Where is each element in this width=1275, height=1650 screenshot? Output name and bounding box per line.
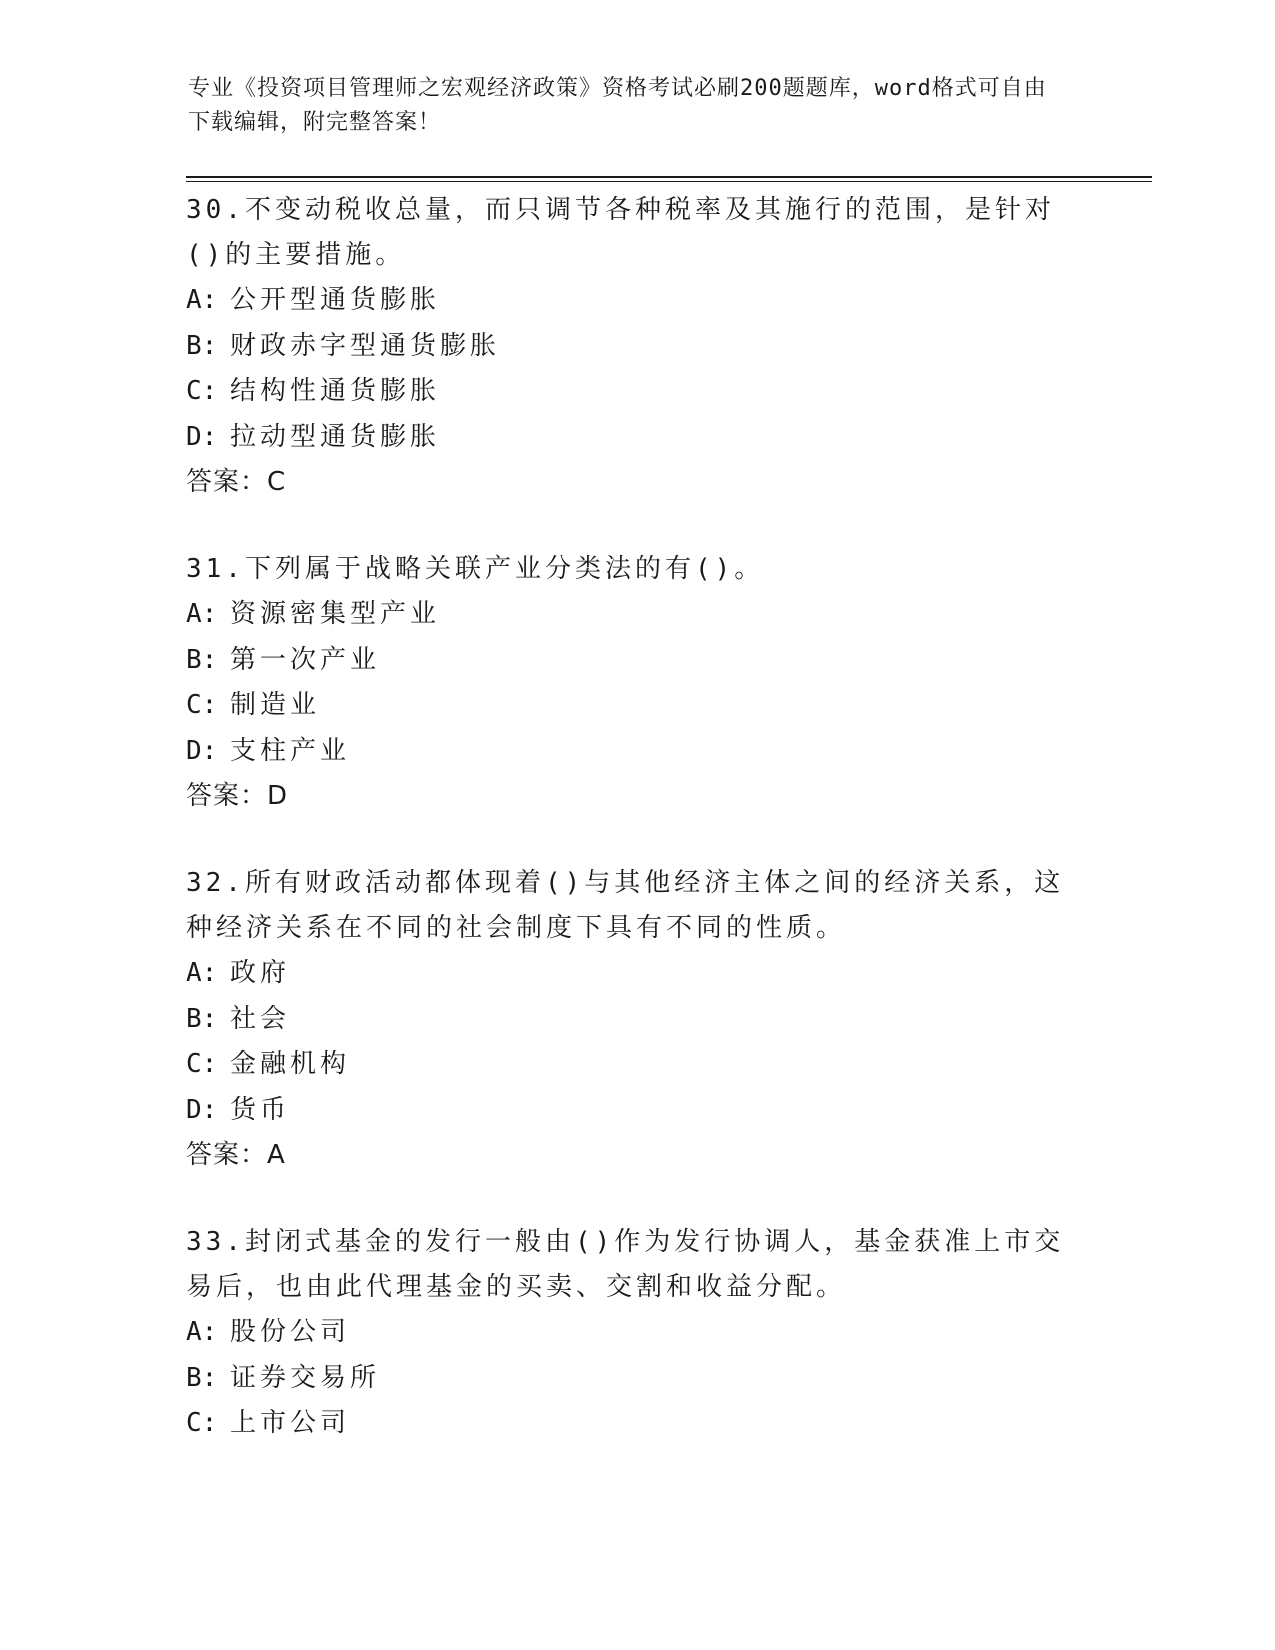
answer-label: 答案： [186,467,268,497]
option-key: A: [186,1317,218,1347]
answer-line [186,460,1086,505]
option-text: 股份公司 [230,1317,351,1347]
answer-line [186,774,1086,819]
question-31 [186,547,1086,819]
header-rule-thick [186,176,1152,178]
answer-label: 答案： [186,781,268,811]
option-key: D: [186,735,218,766]
option-text: 结构性通货膨胀 [230,376,441,406]
option-d [186,729,1086,775]
option-d [186,415,1086,461]
option-c [186,683,1086,729]
question-32 [186,861,1086,1178]
option-text: 政府 [230,958,291,988]
option-text: 制造业 [230,690,321,720]
option-key: A: [186,599,218,629]
option-a [186,278,1086,324]
question-stem: 33.封闭式基金的发行一般由()作为发行协调人，基金获准上市交易后，也由此代理基金的买卖、交割和收益分配。 [186,1227,1065,1302]
header-rule-thin [186,181,1152,182]
option-text: 第一次产业 [230,644,381,675]
option-text: 证券交易所 [230,1362,381,1393]
question-stem: 30.不变动税收总量，而只调节各种税率及其施行的范围，是针对()的主要措施。 [186,195,1055,270]
option-key: B: [186,644,218,675]
option-key: B: [186,330,218,361]
document-header: 专业《投资项目管理师之宏观经济政策》资格考试必刷200题题库，word格式可自由下载编辑，附完整答案！ [188,76,1047,135]
question-stem: 31.下列属于战略关联产业分类法的有()。 [186,554,765,584]
option-c [186,1401,1086,1447]
option-key: A: [186,285,218,315]
option-c [186,1042,1086,1088]
question-list [186,188,1086,1489]
option-a [186,951,1086,997]
answer-value: C [267,467,287,497]
answer-value: D [267,781,289,811]
option-key: D: [186,421,218,452]
option-key: D: [186,1094,218,1125]
option-key: B: [186,1003,218,1034]
answer-value: A [267,1140,286,1170]
option-b [186,997,1086,1043]
option-text: 财政赤字型通货膨胀 [230,330,501,361]
option-key: C: [186,1049,218,1079]
option-b [186,638,1086,684]
option-b [186,324,1086,370]
option-a [186,1310,1086,1356]
option-c [186,369,1086,415]
option-text: 资源密集型产业 [230,599,441,629]
option-text: 金融机构 [230,1049,351,1079]
option-key: A: [186,958,218,988]
option-key: C: [186,376,218,406]
option-key: B: [186,1362,218,1393]
answer-line [186,1133,1086,1178]
option-a [186,592,1086,638]
option-b [186,1356,1086,1402]
question-33 [186,1220,1086,1447]
option-text: 支柱产业 [230,735,351,766]
option-text: 上市公司 [230,1408,351,1438]
option-d [186,1088,1086,1134]
option-text: 社会 [230,1003,291,1034]
option-text: 货币 [230,1094,291,1125]
question-stem: 32.所有财政活动都体现着()与其他经济主体之间的经济关系，这种经济关系在不同的社会制度下具有不同的性质。 [186,868,1065,943]
option-key: C: [186,1408,218,1438]
answer-label: 答案： [186,1140,268,1170]
question-30 [186,188,1086,505]
option-text: 拉动型通货膨胀 [230,421,441,452]
option-key: C: [186,690,218,720]
option-text: 公开型通货膨胀 [230,285,441,315]
